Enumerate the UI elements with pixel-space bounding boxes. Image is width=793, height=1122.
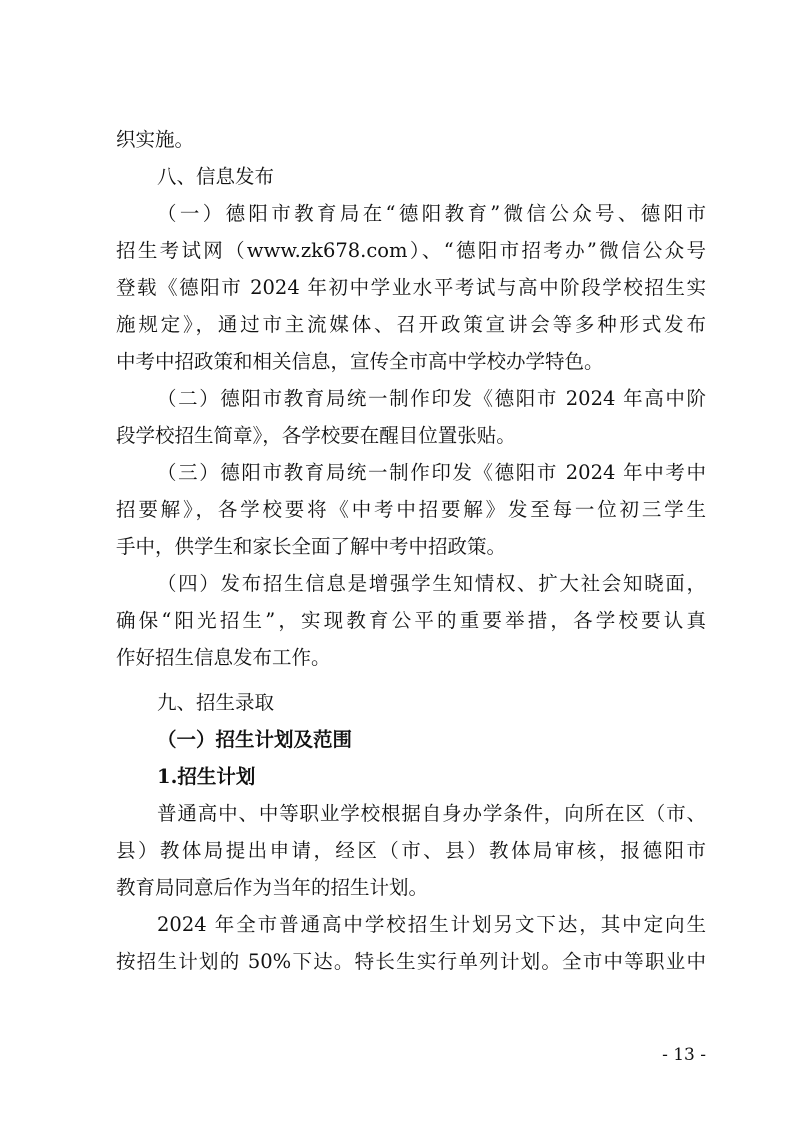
text-line: 中考中招政策和相关信息，宣传全市高中学校办学特色。 (116, 350, 604, 373)
subsubsection-heading: 1.招生计划 (157, 765, 256, 788)
text-line: 招生考试网（www.zk678.com）、“德阳市招考办”微信公众号 (116, 239, 706, 262)
text-line: （二）德阳市教育局统一制作印发《德阳市 2024 年高中阶 (157, 387, 706, 410)
text-line: 招要解》，各学校要将《中考中招要解》发至每一位初三学生 (116, 498, 706, 521)
text-line: 县）教体局提出申请，经区（市、县）教体局审核，报德阳市 (116, 839, 706, 862)
text-line: 施规定》，通过市主流媒体、召开政策宣讲会等多种形式发布 (116, 313, 706, 336)
section-heading: 九、招生录取 (157, 691, 275, 714)
text-line: 普通高中、中等职业学校根据自身办学条件，向所在区（市、 (157, 802, 706, 825)
text-line: 段学校招生简章》，各学校要在醒目位置张贴。 (116, 424, 516, 447)
page-number: - 13 - (662, 1045, 706, 1065)
text-line: 确保“阳光招生”，实现教育公平的重要举措，各学校要认真 (116, 609, 706, 632)
text-line: 手中，供学生和家长全面了解中考中招政策。 (116, 535, 507, 558)
text-line: （四）发布招生信息是增强学生知情权、扩大社会知晓面， (157, 572, 706, 595)
text-line: 登载《德阳市 2024 年初中学业水平考试与高中阶段学校招生实 (116, 276, 706, 299)
section-heading: 八、信息发布 (157, 165, 275, 188)
text-line: 织实施。 (116, 128, 195, 151)
subsection-heading: （一）招生计划及范围 (157, 728, 353, 751)
text-line: 2024 年全市普通高中学校招生计划另文下达，其中定向生 (157, 913, 706, 936)
text-line: 按招生计划的 50%下达。特长生实行单列计划。全市中等职业中 (116, 950, 706, 973)
text-line: 教育局同意后作为当年的招生计划。 (116, 876, 429, 899)
text-line: 作好招生信息发布工作。 (116, 646, 331, 669)
text-line: （一）德阳市教育局在“德阳教育”微信公众号、德阳市 (157, 202, 706, 225)
text-line: （三）德阳市教育局统一制作印发《德阳市 2024 年中考中 (157, 461, 706, 484)
